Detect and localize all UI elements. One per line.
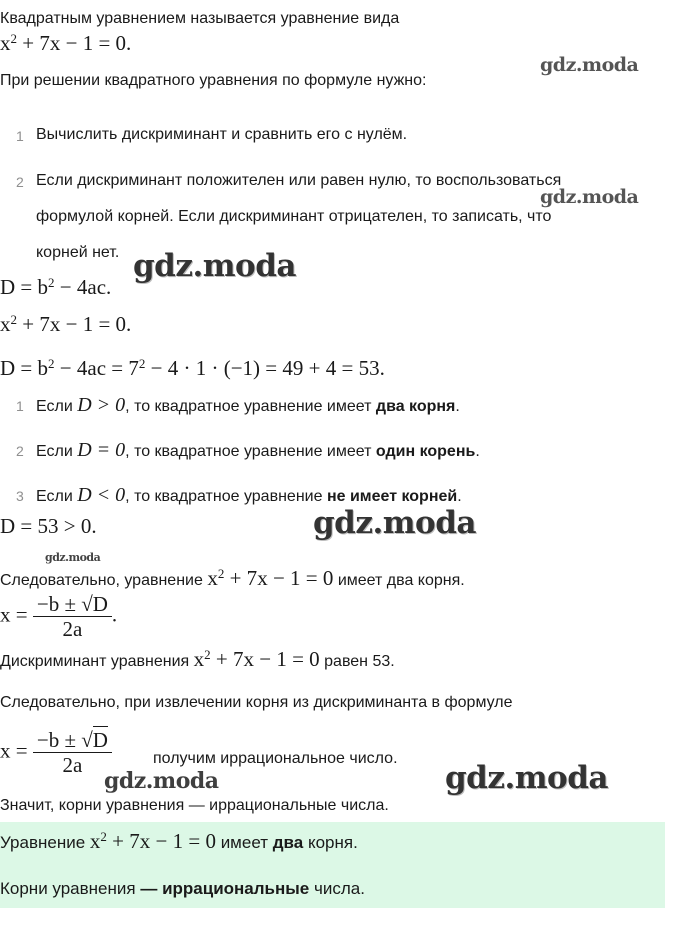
step-text: Вычислить дискриминант и сравнить его с нулём. bbox=[36, 126, 408, 143]
discriminant-result: D = 53 > 0. bbox=[0, 514, 97, 538]
answer-box bbox=[0, 822, 665, 908]
watermark: gdz.moda bbox=[445, 760, 608, 796]
equation-formula: $x^2 + 7x - 1 = 0$. bbox=[0, 311, 132, 336]
case-text: Если D = 0, то квадратное уравнение имеет один корень. bbox=[36, 439, 480, 461]
case-text: Если D < 0, то квадратное уравнение не имеет корней. bbox=[36, 484, 462, 506]
irrational-text: получим иррациональное число. bbox=[153, 750, 398, 767]
watermark: gdz.moda bbox=[313, 505, 476, 541]
watermark: gdz.moda bbox=[133, 248, 296, 284]
watermark: gdz.moda bbox=[45, 551, 101, 564]
watermark: gdz.moda bbox=[540, 186, 639, 208]
step-number: 2 bbox=[16, 174, 24, 190]
roots-formula: x = $\frac{-b \pm √D}{2a}$ . bbox=[0, 592, 118, 636]
watermark: gdz.moda bbox=[540, 54, 639, 76]
step-text: формулой корней. Если дискриминант отрицателен, то записать, что bbox=[36, 208, 552, 225]
discriminant-calculation: $D = b^2 - 4ac = 7^2 - 4 \cdot 1 \cdot (-1) = 49 + 4 = 53$. bbox=[0, 355, 385, 380]
case-text: Если D > 0, то квадратное уравнение имеет два корня. bbox=[36, 394, 460, 416]
roots-formula: x = $\frac{-b \pm √D}{2a}$ bbox=[0, 728, 112, 777]
watermark: gdz.moda bbox=[104, 768, 219, 794]
step-text: корней нет. bbox=[36, 244, 120, 261]
definition-text: Квадратным уравнением называется уравнение вида bbox=[0, 10, 400, 27]
answer-line: Корни уравнения — иррациональные числа. bbox=[0, 879, 365, 898]
plan-heading: При решении квадратного уравнения по формуле нужно: bbox=[0, 72, 427, 89]
consequence-text: Следовательно, уравнение $x^2 + 7x - 1 = 0$ имеет два корня. bbox=[0, 565, 465, 590]
step-text: Если дискриминант положителен или равен нулю, то воспользоваться bbox=[36, 172, 562, 189]
discriminant-statement: Дискриминант уравнения $x^2 + 7x - 1 = 0$ равен 53. bbox=[0, 646, 395, 671]
case-number: 2 bbox=[16, 443, 24, 459]
conclusion-text: Значит, корни уравнения — иррациональные числа. bbox=[0, 797, 389, 814]
answer-line: Уравнение $x^2 + 7x - 1 = 0$ имеет два корня. bbox=[0, 828, 358, 853]
equation-formula: $x^2 + 7x - 1 = 0$. bbox=[0, 30, 132, 55]
case-number: 3 bbox=[16, 488, 24, 504]
discriminant-formula: $D = b^2 - 4ac$. bbox=[0, 274, 112, 299]
step-number: 1 bbox=[16, 128, 24, 144]
case-number: 1 bbox=[16, 398, 24, 414]
consequence-text: Следовательно, при извлечении корня из дискриминанта в формуле bbox=[0, 694, 513, 711]
